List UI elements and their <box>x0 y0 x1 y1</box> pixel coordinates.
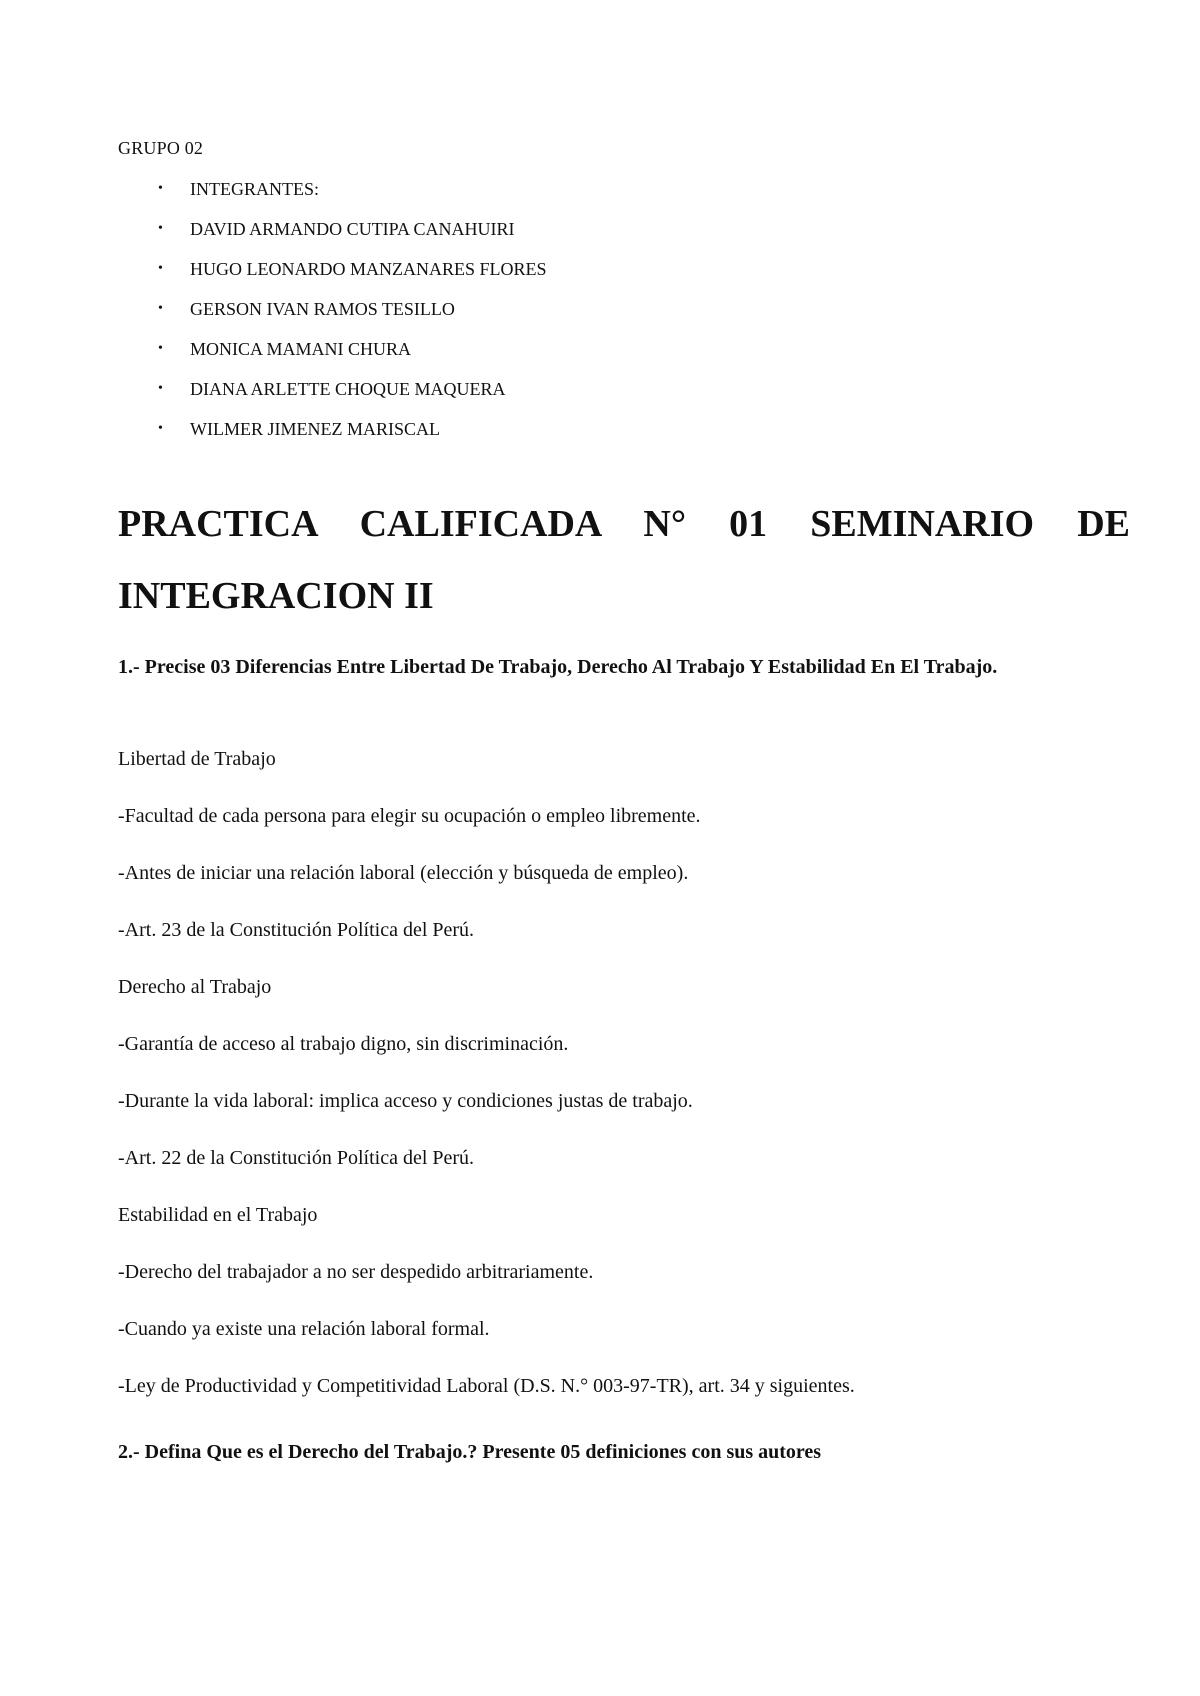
list-item <box>118 338 547 378</box>
paragraph: -Derecho del trabajador a no ser despedido arbitrariamente. <box>118 1261 594 1283</box>
bullet-icon: • <box>158 421 163 436</box>
paragraph: -Cuando ya existe una relación laboral formal. <box>118 1318 490 1340</box>
members-list <box>118 178 547 458</box>
list-item-text: WILMER JIMENEZ MARISCAL <box>190 419 440 439</box>
paragraph: -Antes de iniciar una relación laboral (elección y búsqueda de empleo). <box>118 862 689 884</box>
section-heading-libertad: Libertad de Trabajo <box>118 748 276 770</box>
list-item <box>118 258 547 298</box>
paragraph: -Art. 22 de la Constitución Política del Perú. <box>118 1147 475 1169</box>
bullet-icon: • <box>158 341 163 356</box>
list-item-text: HUGO LEONARDO MANZANARES FLORES <box>190 259 547 279</box>
bullet-icon: • <box>158 301 163 316</box>
bullet-icon: • <box>158 381 163 396</box>
list-item-text: DAVID ARMANDO CUTIPA CANAHUIRI <box>190 219 515 239</box>
bullet-icon: • <box>158 261 163 276</box>
paragraph: -Durante la vida laboral: implica acceso y condiciones justas de trabajo. <box>118 1090 693 1112</box>
list-item-text: INTEGRANTES: <box>190 179 319 199</box>
list-item <box>118 218 547 258</box>
list-item-text: MONICA MAMANI CHURA <box>190 339 412 359</box>
question-1: 1.- Precise 03 Diferencias Entre Libertad De Trabajo, Derecho Al Trabajo Y Estabilidad En El Trabajo. <box>118 656 998 678</box>
document-title: PRACTICA CALIFICADA N° 01 SEMINARIO DE INTEGRACION II <box>118 503 1130 617</box>
bullet-icon: • <box>158 181 163 196</box>
list-item <box>118 378 547 418</box>
list-item <box>118 178 547 218</box>
list-item <box>118 418 547 458</box>
paragraph: -Art. 23 de la Constitución Política del Perú. <box>118 919 475 941</box>
section-heading-estabilidad: Estabilidad en el Trabajo <box>118 1204 318 1226</box>
bullet-icon: • <box>158 221 163 236</box>
section-heading-derecho: Derecho al Trabajo <box>118 976 272 998</box>
paragraph: -Garantía de acceso al trabajo digno, sin discriminación. <box>118 1033 569 1055</box>
question-2: 2.- Defina Que es el Derecho del Trabajo.? Presente 05 definiciones con sus autores <box>118 1441 822 1463</box>
paragraph: -Ley de Productividad y Competitividad Laboral (D.S. N.° 003-97-TR), art. 34 y siguientes. <box>118 1375 855 1397</box>
group-label: GRUPO 02 <box>118 138 204 158</box>
list-item-text: GERSON IVAN RAMOS TESILLO <box>190 299 455 319</box>
list-item-text: DIANA ARLETTE CHOQUE MAQUERA <box>190 379 506 399</box>
list-item <box>118 298 547 338</box>
paragraph: -Facultad de cada persona para elegir su ocupación o empleo libremente. <box>118 805 701 827</box>
